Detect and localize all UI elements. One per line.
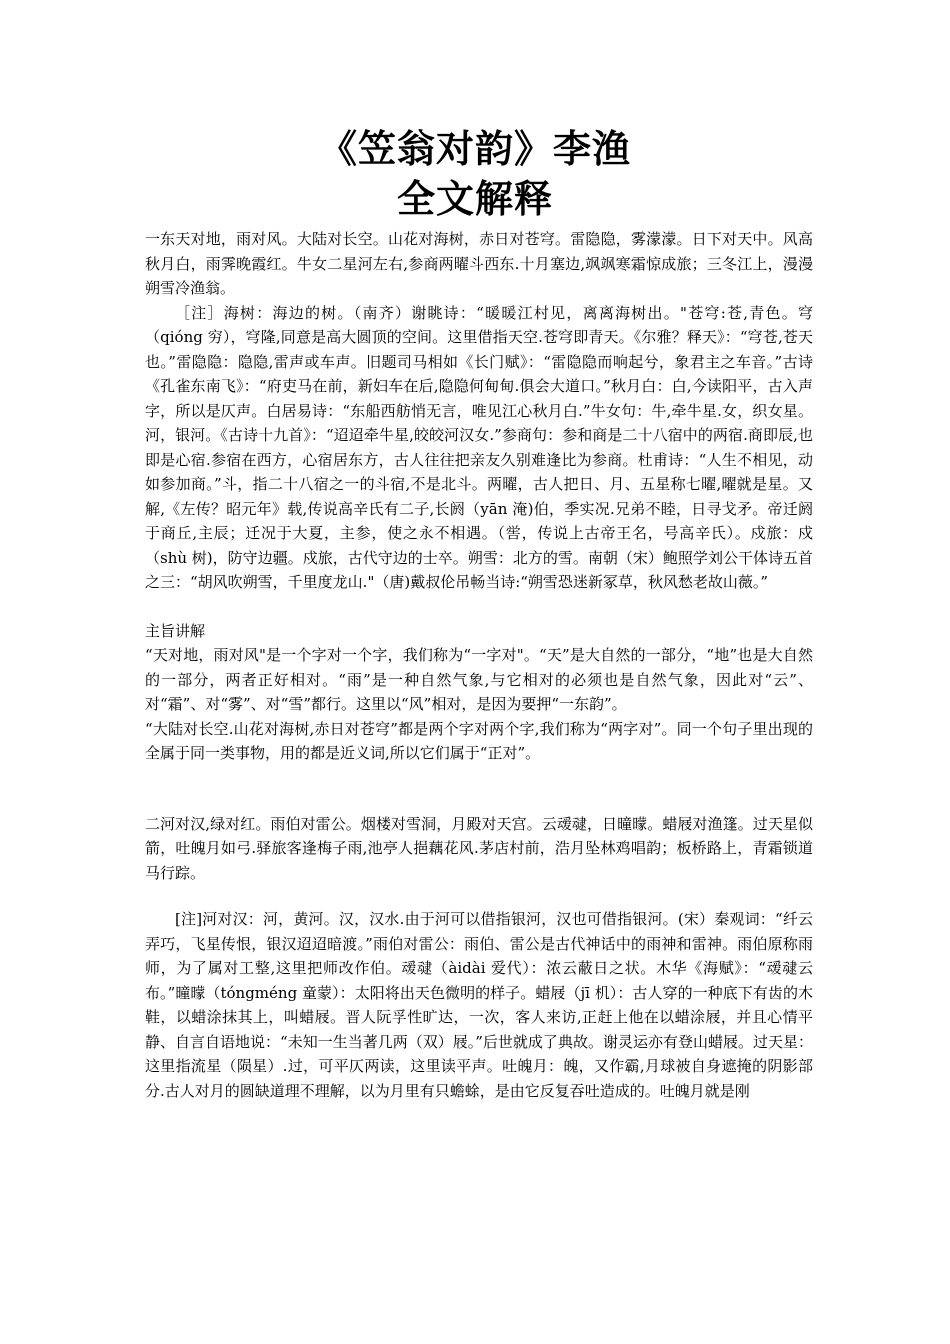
spacer <box>145 885 813 907</box>
title-line-2: 全文解释 <box>396 177 553 221</box>
section-2-paragraph-2: “大陆对长空.山花对海树,赤日对苍穹”都是两个字对两个字,我们称为“两字对”。同一个句子里出现的全属于同一类事物，用的都是近义词,所以它们属于“正对”。 <box>145 719 813 762</box>
spacer <box>145 766 813 812</box>
document-body <box>145 227 813 1103</box>
spacer <box>145 595 813 619</box>
section-2-paragraph-1: “天对地，雨对风"是一个字对一个字，我们称为“一字对"。“天”是大自然的一部分，“地”也是大自然的一部分，两者正好相对。“雨”是一种自然气象,与它相对的必须也是自然气象，因此对“云”、对“霜”、对“雾”、对“雪”都行。这里以“风”相对，是因为要押“一东韵”。 <box>145 646 813 713</box>
section-2-heading: 主旨讲解 <box>145 621 206 640</box>
section-3-verse: 二河对汉,绿对红。雨伯对雷公。烟楼对雪洞，月殿对天宫。云叆叇，日曈曚。蜡屐对渔篷。过天星似箭，吐魄月如弓.驿旅客逢梅子雨,池亭人挹藕花风.茅店村前，浩月坠林鸡唱韵；板桥路上，青霜锁道马行踪。 <box>145 814 813 882</box>
section-1-notes: ［注］海树：海边的树。（南齐）谢眺诗：“暖暖江村见，离离海树出。"苍穹:苍,青色。穹（qióng 穷），穹隆,同意是高大圆顶的空间。这里借指天空.苍穹即青天。《尔雅？释天》：“穹苍,苍天也。”雷隐隐：隐隐,雷声或车声。旧题司马相如《长门赋》：“雷隐隐而响起兮，象君主之车音。”古诗《孔雀东南飞》：“府吏马在前，新妇车在后,隐隐何甸甸.俱会大道口。”秋月白：白,今读阳平，古入声字，所以是仄声。白居易诗：“东船西舫悄无言，唯见江心秋月白.”牛女句：牛,牵牛星.女，织女星。河，银河。《古诗十九首》：“迢迢牵牛星,皎皎河汉女.”参商句：参和商是二十八宿中的两宿.商即辰,也即是心宿.参宿在西方，心宿居东方，古人往往把亲友久别难逢比为参商。杜甫诗：“人生不相见，动如参加商。”斗，指二十八宿之一的斗宿,不是北斗。两曜，古人把日、月、五星称七曜,曜就是星。又解,《左传？昭元年》载,传说高辛氏有二子,长阏（yān 淹)伯，季实况.兄弟不睦，日寻戈矛。帝迁阏于商丘,主辰；迁况于大夏，主参，使之永不相遇。（喾，传说上古帝王名，号高辛氏）。戍旅：戍（shù 树)，防守边疆。戍旅，古代守边的士卒。朔雪：北方的雪。南朝（宋）鲍照学刘公干体诗五首之三：“胡风吹朔雪，千里度龙山."（唐)戴叔伦吊畅当诗:“朔雪恐迷新冢草，秋风愁老故山薇。” <box>145 303 813 591</box>
section-3-notes: [注]河对汉：河，黄河。汉，汉水.由于河可以借指银河，汉也可借指银河。(宋）秦观词：“纤云弄巧，飞星传恨，银汉迢迢暗渡。”雨伯对雷公：雨伯、雷公是古代神话中的雨神和雷神。雨伯原称雨师，为了属对工整,这里把师改作伯。叆叇（àidài 爱代）：浓云蔽日之状。木华《海赋》：“叆叇云布。”曈曚（tóngméng 童蒙）：太阳将出天色微明的样子。蜡屐（jī 机）：古人穿的一种底下有齿的木鞋，以蜡涂抹其上，叫蜡屐。晋人阮孚性旷达，一次，客人来访,正赶上他在以蜡涂屐，并且心情平静、自言自语地说：“未知一生当著几两（双）屐。”后世就成了典故。谢灵运亦有登山蜡屐。过天星：这里指流星（陨星）.过，可平仄两读，这里读平声。吐魄月：魄，又作霸,月球被自身遮掩的阴影部分.古人对月的圆缺道理不理解，以为月里有只蟾蜍，是由它反复吞吐造成的。吐魄月就是刚 <box>145 910 813 1100</box>
title-line-1: 《笠翁对韵》李渔 <box>318 127 631 171</box>
section-1-verse: 一东天对地，雨对风。大陆对长空。山花对海树，赤日对苍穹。雷隐隐，雾濛濛。日下对天中。风高秋月白，雨霁晚霞红。牛女二星河左右,参商两曜斗西东.十月塞边,飒飒寒霜惊成旅；三冬江上，漫漫朔雪冷渔翁。 <box>145 230 813 297</box>
